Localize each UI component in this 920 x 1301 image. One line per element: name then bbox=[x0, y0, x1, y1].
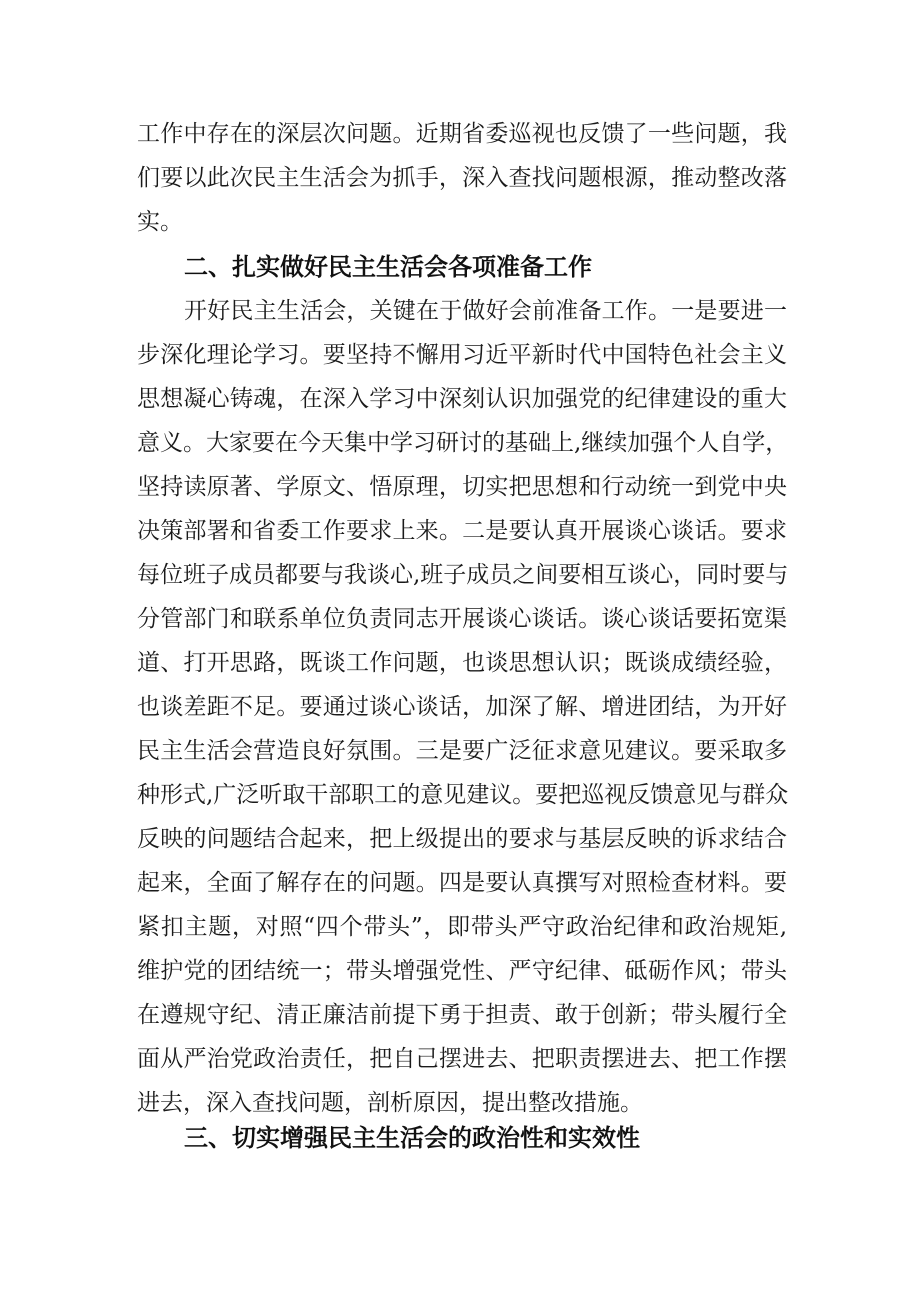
section-2-line-12: 种形式,广泛听取干部职工的意见建议。要把巡视反馈意见与群众 bbox=[137, 782, 789, 808]
section-2-line-2: 步深化理论学习。要坚持不懈用习近平新时代中国特色社会主义 bbox=[137, 342, 787, 368]
section-2-line-11: 民主生活会营造良好氛围。三是要广泛征求意见建议。要采取多 bbox=[137, 738, 787, 764]
section-2-line-17: 在遵规守纪、清正廉洁前提下勇于担责、敢于创新；带头履行全 bbox=[137, 1002, 787, 1028]
section-2-line-18: 面从严治党政治责任，把自己摆进去、把职责摆进去、把工作摆 bbox=[137, 1046, 787, 1072]
section-2-heading: 二、扎实做好民主生活会各项准备工作 bbox=[184, 253, 592, 281]
section-2-line-7: 每位班子成员都要与我谈心,班子成员之间要相互谈心，同时要与 bbox=[137, 562, 789, 588]
section-2-line-5: 坚持读原著、学原文、悟原理，切实把思想和行动统一到党中央 bbox=[137, 474, 787, 500]
section-2-line-19: 进去，深入查找问题，剖析原因，提出整改措施。 bbox=[137, 1090, 643, 1116]
section-2-line-9: 道、打开思路，既谈工作问题，也谈思想认识；既谈成绩经验， bbox=[137, 650, 787, 676]
intro-line-1: 工作中存在的深层次问题。近期省委巡视也反馈了一些问题，我 bbox=[137, 121, 787, 147]
section-2-line-8: 分管部门和联系单位负责同志开展谈心谈话。谈心谈话要拓宽渠 bbox=[137, 606, 787, 632]
intro-line-3: 实。 bbox=[137, 209, 183, 235]
section-2-line-13: 反映的问题结合起来，把上级提出的要求与基层反映的诉求结合 bbox=[137, 826, 787, 852]
section-2-line-6: 决策部署和省委工作要求上来。二是要认真开展谈心谈话。要求 bbox=[137, 518, 787, 544]
section-2-line-16: 维护党的团结统一；带头增强党性、严守纪律、砥砺作风；带头 bbox=[137, 958, 787, 984]
section-2-line-14: 起来，全面了解存在的问题。四是要认真撰写对照检查材料。要 bbox=[137, 870, 787, 896]
section-2-line-1: 开好民主生活会，关键在于做好会前准备工作。一是要进一 bbox=[184, 298, 787, 324]
section-2-line-3: 思想凝心铸魂，在深入学习中深刻认识加强党的纪律建设的重大 bbox=[137, 386, 787, 412]
section-3-heading: 三、切实增强民主生活会的政治性和实效性 bbox=[184, 1124, 640, 1152]
section-2-line-10: 也谈差距不足。要通过谈心谈话，加深了解、增进团结，为开好 bbox=[137, 694, 787, 720]
section-2-line-4: 意义。大家要在今天集中学习研讨的基础上,继续加强个人自学， bbox=[137, 430, 789, 456]
section-2-line-15: 紧扣主题，对照“四个带头”，即带头严守政治纪律和政治规矩, bbox=[137, 914, 787, 940]
intro-line-2: 们要以此次民主生活会为抓手，深入查找问题根源，推动整改落 bbox=[137, 165, 787, 191]
